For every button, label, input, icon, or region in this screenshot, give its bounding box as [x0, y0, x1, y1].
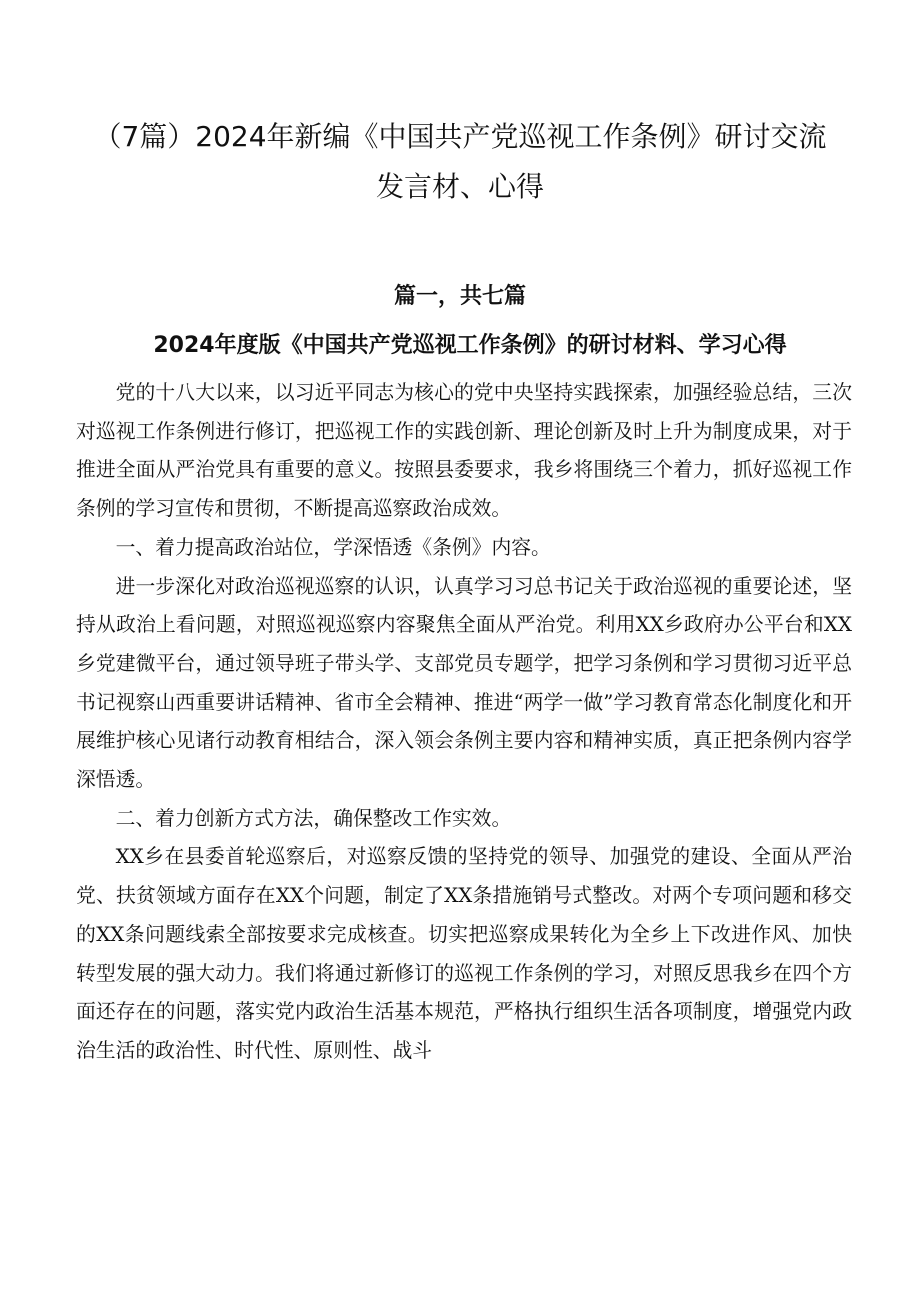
paragraph-point-one-heading: 一、着力提高政治站位，学深悟透《条例》内容。	[115, 535, 551, 559]
article-title: 2024年度版《中国共产党巡视工作条例》的研讨材料、学习心得	[153, 333, 787, 358]
paragraph-intro: 党的十八大以来，以习近平同志为核心的党中央坚持实践探索，加强经验总结，三次对巡视工作条例进行修订，把巡视工作的实践创新、理论创新及时上升为制度成果，对于推进全面从严治党具有重要的意义。按照县委要求，我乡将围绕三个着力，抓好巡视工作条例的学习宣传和贯彻，不断提高巡察政治成效。	[76, 381, 852, 521]
document-body	[76, 374, 852, 1071]
section-heading: 篇一，共七篇	[393, 284, 526, 309]
paragraph-point-two-heading: 二、着力创新方式方法，确保整改工作实效。	[115, 806, 512, 830]
paragraph-point-two-body: XX乡在县委首轮巡察后，对巡察反馈的坚持党的领导、加强党的建设、全面从严治党、扶贫领域方面存在XX个问题，制定了XX条措施销号式整改。对两个专项问题和移交的XX条问题线索全部按要求完成核查。切实把巡察成果转化为全乡上下改进作风、加快转型发展的强大动力。我们将通过新修订的巡视工作条例的学习，对照反思我乡在四个方面还存在的问题，落实党内政治生活基本规范，严格执行组织生活各项制度，增强党内政治生活的政治性、时代性、原则性、战斗	[76, 845, 852, 1062]
document-title: （7篇）2024年新编《中国共产党巡视工作条例》研讨交流发言材、心得	[93, 120, 827, 203]
paragraph-point-one-body: 进一步深化对政治巡视巡察的认识，认真学习习总书记关于政治巡视的重要论述，坚持从政治上看问题，对照巡视巡察内容聚焦全面从严治党。利用XX乡政府办公平台和XX乡党建微平台，通过领导班子带头学、支部党员专题学，把学习条例和学习贯彻习近平总书记视察山西重要讲话精神、省市全会精神、推进“两学一做”学习教育常态化制度化和开展维护核心见诸行动教育相结合，深入领会条例主要内容和精神实质，真正把条例内容学深悟透。	[76, 574, 852, 792]
